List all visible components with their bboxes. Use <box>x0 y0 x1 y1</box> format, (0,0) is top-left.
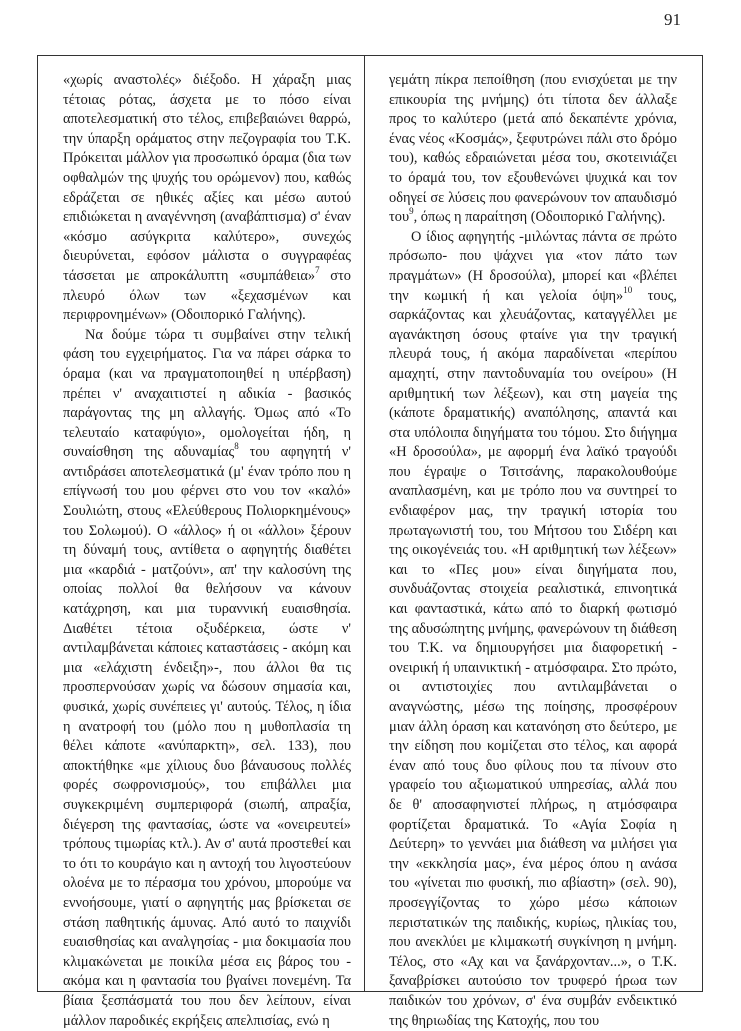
text-run: «χωρίς αναστολές» διέξοδο. Η χάραξη μιας τέτοιας ρότας, άσχετα με το πόσο είναι αποτελεσματική στο τέλος, επιβεβαιώνει θαρρώ, την ύπαρξη οράματος στην πεζογραφία του Τ.Κ. Πρόκειται μάλλον για προσωπικό όραμα (δια των οφθαλμών της ψυχής του ορώμενον) που, καθώς εδράζεται σε ηθικές αξίες και μέσω αυτού επιδιώκεται η αναγέννηση (αναβάπτισμα) σ' έναν «κόσμο ασύγκριτα καλύτερο», συνεχώς διευρύνεται, εφόσον μάλιστα ο συγγραφέας τάσσεται με απροκάλυπτη «συμπάθεια» <box>63 72 351 284</box>
text-run: γεμάτη πίκρα πεποίθηση (που ενισχύεται με την επικουρία της μνήμης) ότι τίποτα δεν άλλαξε προς το καλύτερο (μετά από δεκαπέντε χρόνια, ένας νέος «Κοσμάς», ξεφυτρώνει πάλι στο δρόμο του), καθώς εδραιώνεται μέσα του, σκοτεινιάζει το όραμά του, τον εξουθενώνει ψυχικά και τον οδηγεί σε λύσεις που φανερώνουν τον απαυδισμό του <box>389 72 677 226</box>
text-run: Να δούμε τώρα τι συμβαίνει στην τελική φάση του εγχειρήματος. Για να πάρει σάρκα το όραμα (και να πραγματοποιηθεί η υπέρβαση) πρέπει ν' αναχαιτιστεί η αδικία - βασικός παράγοντας της μη αλλαγής. Όμως από «Το τελευταίο καταφύγιο», ομολογείται ήδη, η συναίσθηση της αδυναμίας <box>63 326 351 461</box>
paragraph <box>389 228 677 1031</box>
text-run: στο πλευρό όλων των «ξεχασμένων και περιφρονημένων» (Οδοιπορικό Γαλήνης). <box>63 267 351 324</box>
text-run: τους, σαρκάζοντας και χλευάζοντας, καταγγέλλει με αγανάκτηση όσους φταίνε για την τραγική πλευρά τους, ή ακόμα παραδίνεται «περίπου αμαχητί, στην παντοδυναμία του ονείρου» (Η αριθμητική των λέξεων), και στη μαγεία της (κάποτε δραματικής) αναπόλησης, απαντά και στα υπόλοιπα διηγήματα του τόμου. Στο διήγημα «Η δροσούλα», με αφορμή ένα λαϊκό τραγούδι που έγραψε ο Τσιτσάνης, παρακολουθούμε αναπλασμένη, και με τρόπο που να συντηρεί το ενδιαφέρον μας, την τραγική ιστορία του πρωταγωνιστή του, του Μήτσου του Σιδέρη και της οικογένειάς του. «Η αριθμητική των λέξεων» και το «Πες μου» είναι διηγήματα που, συνδυάζοντας στοιχεία ρεαλιστικά, επινοητικά και φανταστικά, κάτω από το διαρκή φωτισμό της αδυσώπητης μνήμης, φανερώνουν τη διάθεση του Τ.Κ. να δημιουργήσει μια διαφορετική - ονειρική ή υπαινικτική - ατμόσφαιρα. Στο πρώτο, οι αντιστοιχίες που αντιλαμβάνεται ο αναγνώστης, μέσω της ποίησης, προσφέρουν μιαν άλλη όραση και κατανόηση στο δεύτερο, με την είδηση που κομίζεται στο τέλος, και αφορά έναν από τους δυο φίλους που τα πίνουν στο γραφείο του αξιωματικού υπηρεσίας, αλλά που δε θ' αποσαφηνιστεί πλήρως, η ατμόσφαιρα φορτίζεται δραματικά. Το «Αγία Σοφία η Δεύτερη» το γεννάει μια διάθεση να μιλήσει για την «εκκλησία μας», ένα μέρος όπου η ανάσα του «γίνεται πιο φυσική, πιο αβίαστη» (σελ. 90), προσεγγίζοντας το χώρο μέσω κάποιων περιστατικών της παιδικής, κυρίως, ηλικίας του, που ανεκλύει με κλιμακωτή συγκίνηση η μνήμη. Τέλος, στο «Αχ και να ξανάρχονταν...», ο Τ.Κ. ξαναβρίσκει αυτούσιο τον τρυφερό ήρωα των παιδικών του χρόνων, σ' ένα συμβάν ενδεικτικό της θηριωδίας της Κατοχής, που του <box>389 287 677 1029</box>
left-column <box>63 71 351 1031</box>
page-number: 91 <box>664 10 681 29</box>
footnote-ref: 7 <box>315 265 320 276</box>
text-run: του αφηγητή ν' αντιδράσει αποτελεσματικά (μ' έναν τρόπο που η επίγνωσή του μου φέρνει στο νου τον «καλό» Σουλιώτη, στους «Ελεύθερους Πολιορκημένους» του Σολωμού). Ο «άλλος» ή οι «άλλοι» ξέρουν τη δύναμή τους, αντίθετα ο αφηγητής διαθέτει μια «καρδιά - ματζούνι», απ' την καλοσύνη της οποίας πολλοί θα θελήσουν να κάνουν κατάχρηση, και μια τυραννική ευαισθησία. Διαθέτει τέτοια οξυδέρκεια, ώστε ν' αντιλαμβάνεται κάποιες καταστάσεις - ακόμη και μια «ελάχιστη ένδειξη»-, που άλλοι θα τις προσπερνούσαν χωρίς να δώσουν σημασία και, φυσικά, χωρίς συνέπειες γι' αυτούς. Τέλος, η ίδια η ανατροφή του (μόλο που η μυθοπλασία τη θέλει κάποτε «ανύπαρκτη», σελ. 133), που αποκτήθηκε «με χίλιους δυο βάναυσους πολλές φορές σωφρονισμούς», του επιβάλλει μια συγκεκριμένη συμπεριφορά (σιωπή, απραξία, διέγερση της φαντασίας, ώστε να «ονειρευτεί» τρόπους τιμωρίας κτλ.). Αν σ' αυτά προστεθεί και το ότι το κουράγιο και η αντοχή του λιγοστεύουν ολοένα με το πέρασμα του χρόνου, μπορούμε να εννοήσουμε, γιατί ο αφηγητής μας βρίσκεται σε στάση παθητικής άμυνας. Από αυτό το παιχνίδι ευαισθησίας και αναλγησίας - μια δοκιμασία που κλιμακώνεται με ποικίλα μέσα εις βάρος του - ακόμα και η φαντασία του βγαίνει πονεμένη. Τα βίαια ξεσπάσματά του που δεν λείπουν, είναι μάλλον παροδικές εκρήξεις απελπισίας, ενώ η <box>63 444 352 1029</box>
text-run: , όπως η παραίτηση (Οδοιπορικό Γαλήνης). <box>413 209 666 226</box>
paragraph <box>63 71 351 326</box>
footnote-ref: 10 <box>623 284 633 295</box>
right-column <box>389 71 677 1031</box>
paragraph <box>389 71 677 228</box>
paragraph <box>63 326 351 1031</box>
text-run: Ο ίδιος αφηγητής -μιλώντας πάντα σε πρώτο πρόσωπο- που ψάχνει για «τον πάτο των πραγμάτων» (Η δροσούλα), μπορεί και «βλέπει την κωμική ή και γελοία όψη» <box>389 228 677 304</box>
column-divider <box>364 55 365 992</box>
footnote-ref: 8 <box>234 441 239 452</box>
footnote-ref: 9 <box>409 206 414 217</box>
